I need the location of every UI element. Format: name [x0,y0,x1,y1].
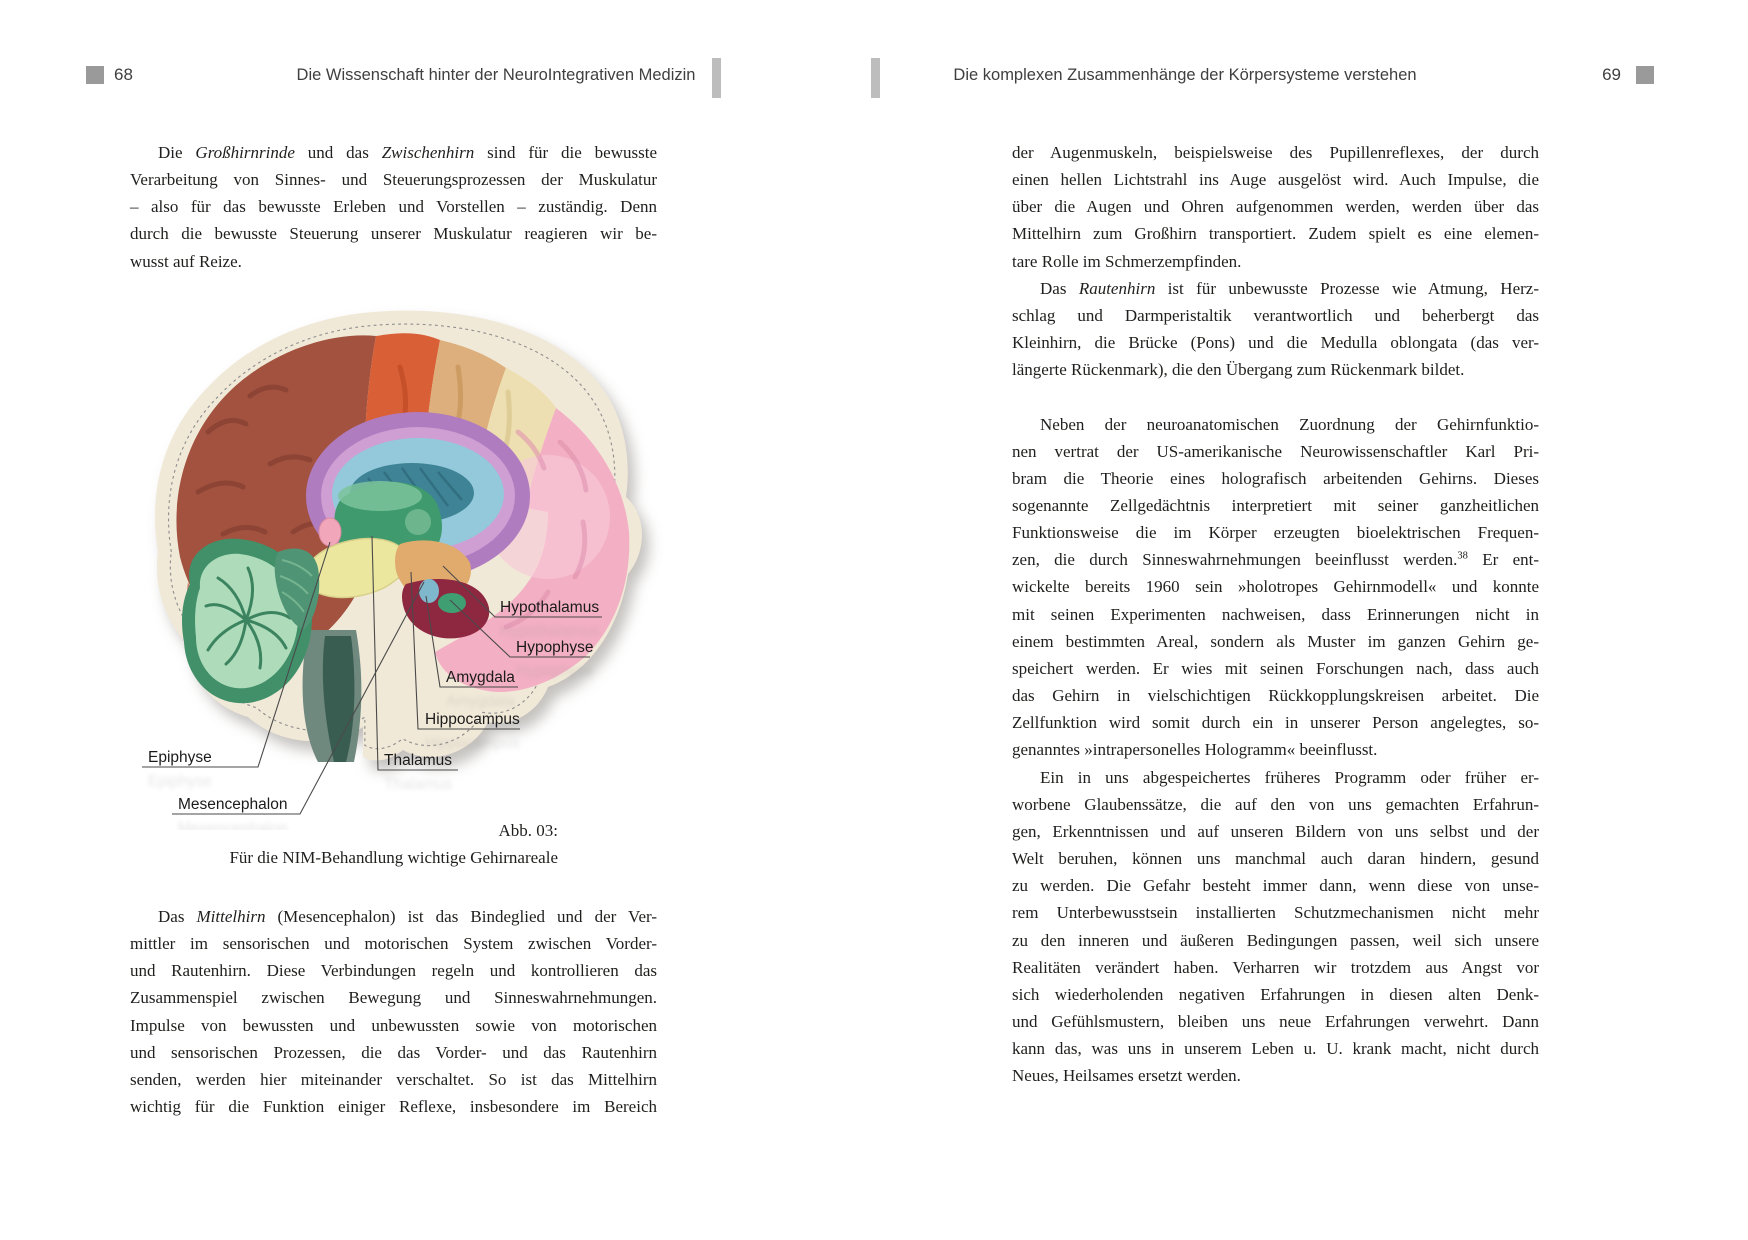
text-line: Welt beruhen, können uns manchmal auch daran hindern, gesund [1012,849,1539,869]
text-line: und Gefühlsmustern, bleiben uns neue Erfahrungen verwehrt. Dann [1012,1011,1539,1031]
right-page-marker-square [1636,66,1654,84]
label-amygdala: Amygdala [446,669,515,686]
text-line: Das Rautenhirn ist für unbewusste Prozesse wie Atmung, Herz- [1040,278,1539,298]
text-line: genanntes »intrapersonelles Hologramm« beeinflusst. [1012,740,1378,760]
text-line: Impulse von bewussten und unbewussten sowie von motorischen [130,1015,657,1035]
label-hypophyse: Hypophyse [516,639,594,656]
text-line: senden, werden hier miteinander verschaltet. So ist das Mittelhirn [130,1069,657,1089]
text-line: Die Großhirnrinde und das Zwischenhirn sind für die bewusste [158,143,657,162]
text-line: zu werden. Die Gefahr besteht immer dann, wenn diese von unse- [1012,876,1539,896]
svg-text:Hypophyse: Hypophyse [516,663,594,680]
label-hippocampus: Hippocampus [425,711,520,728]
right-text-column [1012,139,1539,1089]
brain-hypophyse [438,593,466,613]
text-line: tare Rolle im Schmerzempfinden. [1012,251,1242,271]
label-hypothalamus: Hypothalamus [500,599,600,616]
right-paragraph-4 [1012,764,1539,1090]
text-line: durch die bewusste Steuerung unserer Muskulatur reagieren wir be- [130,224,657,244]
text-line: Kleinhirn, die Brücke (Pons) und die Medulla oblongata (das ver- [1012,333,1539,353]
brain-pineal-epiphyse [319,518,341,546]
left-page-number: 68 [114,65,133,84]
text-line: über die Augen und Ohren aufgenommen werden, werden über das [1012,197,1539,217]
figure-caption [130,817,558,871]
text-line: sich wiederholenden negativen Erfahrungen in diesen alten Denk- [1012,984,1539,1004]
text-line: rem Unterbewusstsein installierten Schutzmechanismen nicht mehr [1012,903,1539,923]
text-line: längerte Rückenmark), die den Übergang zum Rückenmark bildet. [1012,360,1465,380]
figure-caption-text: Für die NIM-Behandlung wichtige Gehirnareale [229,848,558,867]
svg-text:Hippocampus: Hippocampus [425,735,520,752]
text-line: kann das, was uns in unserem Leben u. U. krank macht, nicht durch [1012,1039,1539,1059]
brain-hypophyse-stalk [419,579,439,603]
label-mesencephalon: Mesencephalon [178,796,288,813]
figure-caption-number: Abb. 03: [498,821,558,840]
text-line: und sensorischen Prozessen, die das Vorder- und das Rautenhirn [130,1042,657,1062]
right-paragraph-1 [1012,139,1539,275]
text-line: Zellfunktion wird somit durch ein in unserer Person angelegtes, so- [1012,713,1539,733]
right-paragraph-2 [1012,275,1539,384]
svg-text:Epiphyse: Epiphyse [148,773,212,790]
right-header-bar [871,58,880,98]
text-line: Neben der neuroanatomischen Zuordnung der Gehirnfunktio- [1040,414,1539,434]
text-line: das Gehirn in vielschichtigen Rückkopplungskreisen arbeitet. Die [1012,686,1539,706]
text-line: worbene Glaubenssätze, die auf den von uns gemachten Erfahrun- [1012,794,1539,814]
right-page-number: 69 [1602,65,1621,84]
text-line: einem bestimmten Areal, sondern als Muster im ganzen Gehirn ge- [1012,631,1539,651]
brain-figure [128,282,668,830]
text-line: und Rautenhirn. Diese Verbindungen regeln und kontrollieren das [130,961,657,981]
text-line: sogenannte Zellgedächtnis interpretiert mit seiner ganzheitlichen [1012,496,1539,516]
left-header-bar [712,58,721,98]
left-running-head: Die Wissenschaft hinter der NeuroIntegrativen Medizin [296,66,696,84]
text-line: Realitäten verändert haben. Verharren wir trotzdem aus Angst vor [1012,957,1539,977]
label-epiphyse: Epiphyse [148,749,212,766]
text-line: wichtig für die Funktion einiger Reflexe, insbesondere im Bereich [130,1097,657,1117]
right-paragraph-3 [1012,411,1539,764]
text-line: einen hellen Lichtstrahl ins Auge ausgelöst wird. Auch Impulse, die [1012,170,1539,190]
right-running-head: Die komplexen Zusammenhänge der Körpersysteme verstehen [953,66,1417,84]
text-line: Das Mittelhirn (Mesencephalon) ist das Bindeglied und der Ver- [158,907,657,926]
text-line: speichert werden. Er wies mit seinen Forschungen nach, dass auch [1012,658,1539,678]
text-line: mit seinen Experimenten nachweisen, dass Erinnerungen nicht in [1012,604,1539,624]
text-line: zu den inneren und äußeren Bedingungen passen, weil sich unsere [1012,930,1539,950]
svg-text:Amygdala: Amygdala [446,693,515,710]
text-line: der Augenmuskeln, beispielsweise des Pupillenreflexes, der durch [1012,143,1539,162]
text-line: gen, Erkenntnissen und auf unseren Bildern von uns selbst und der [1012,821,1539,841]
text-line: zen, die durch Sinneswahrnehmungen beeinflusst werden.$^{38}$ Er ent- [1012,550,1539,570]
text-line: Ein in uns abgespeichertes früheres Programm oder früher er- [1040,767,1539,787]
text-line: Zusammenspiel zwischen Bewegung und Sinneswahrnehmungen. [130,988,657,1008]
text-line: wusst auf Reize. [130,251,242,271]
brain-thalamus-nucleus [405,509,431,535]
text-line: Neues, Heilsames ersetzt werden. [1012,1066,1241,1086]
brain-diagram [128,282,668,830]
text-line: nen vertrat der US-amerikanische Neurowissenschaftler Karl Pri- [1012,441,1539,461]
text-line: mittler im sensorischen und motorischen System zwischen Vorder- [130,934,657,954]
left-paragraph-2 [130,903,657,1120]
label-thalamus: Thalamus [384,752,453,769]
text-line: Funktionsweise die im Körper erzeugten bioelektrischen Frequen- [1012,523,1539,543]
text-line: Verarbeitung von Sinnes- und Steuerungsprozessen der Muskulatur [130,170,657,190]
brain-thalamus-highlight [338,481,422,511]
text-line: schlag und Darmperistaltik verantwortlich und beherbergt das [1012,305,1539,325]
left-paragraph-1 [130,139,657,275]
text-line: Mittelhirn zum Großhirn transportiert. Zudem spielt es eine elemen- [1012,224,1539,244]
text-line: wickelte bereits 1960 sein »holotropes Gehirnmodell« und konnte [1012,577,1539,597]
svg-text:Mesencephalon: Mesencephalon [178,820,288,830]
text-line: bram die Theorie eines holografisch arbeitenden Gehirns. Dieses [1012,468,1539,488]
svg-text:Hypothalamus: Hypothalamus [500,623,600,640]
left-page-marker-square [86,66,104,84]
svg-text:Thalamus: Thalamus [384,776,453,793]
text-line: – also für das bewusste Erleben und Vorstellen – zuständig. Denn [130,197,657,217]
